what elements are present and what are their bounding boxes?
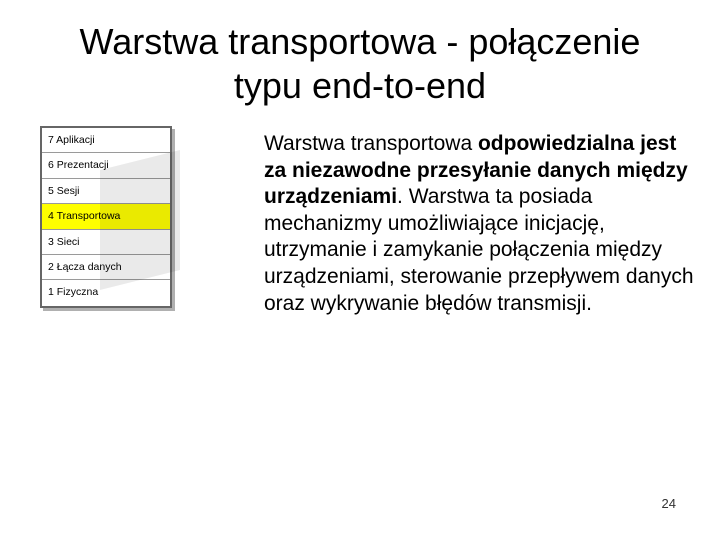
slide-title: [20, 20, 700, 108]
osi-layer-4-highlighted: 4 Transportowa: [42, 204, 170, 229]
slide-title-line-1: Warstwa transportowa - połączenie: [79, 21, 641, 62]
osi-layer-6: 6 Prezentacji: [42, 153, 170, 178]
osi-layer-3: 3 Sieci: [42, 230, 170, 255]
body-intro: Warstwa transportowa: [264, 132, 478, 155]
osi-layer-1: 1 Fizyczna: [48, 286, 99, 299]
osi-layer-diagram: [40, 126, 172, 308]
body-bold-phrase: odpowiedzialna jest za niezawodne przesyłanie danych między urządzeniami: [264, 132, 688, 209]
slide-title-line-2: typu end-to-end: [233, 65, 487, 106]
osi-layer-5: 5 Sesji: [42, 179, 170, 204]
body-paragraph: [264, 131, 704, 317]
osi-layer-7: 7 Aplikacji: [42, 128, 170, 153]
page-number: 24: [661, 496, 676, 511]
osi-layer-2: 2 Łącza danych: [42, 255, 170, 280]
body-rest: . Warstwa ta posiada mechanizmy umożliwiające inicjację, utrzymanie i zamykanie połączenia między urządzeniami, sterowanie przepływem danych oraz wykrywanie błędów transmisji.: [264, 185, 694, 315]
